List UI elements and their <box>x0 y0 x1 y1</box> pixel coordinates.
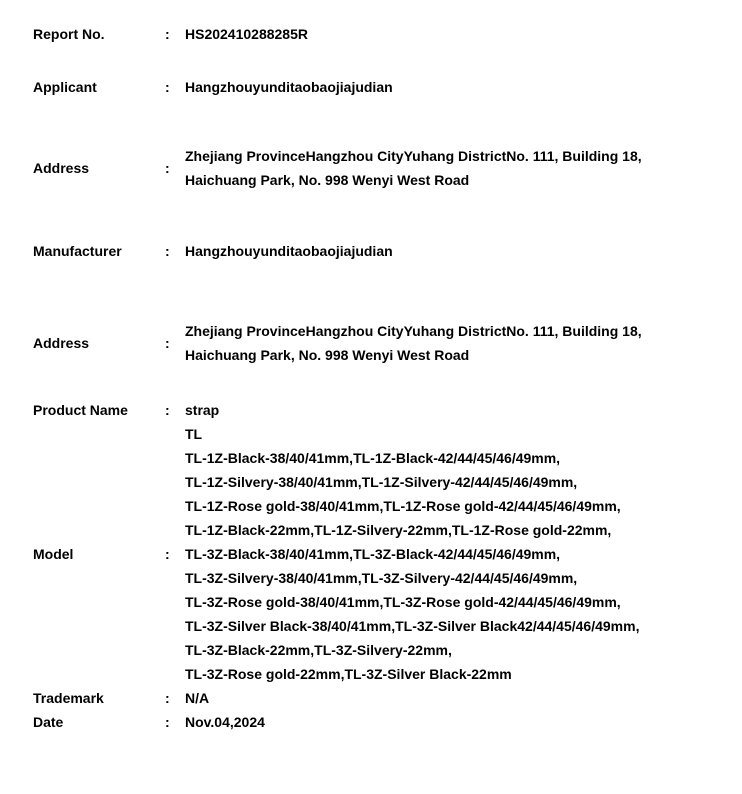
date-value: Nov.04,2024 <box>185 714 265 730</box>
colon-separator: : <box>165 243 170 259</box>
model-line: TL-1Z-Black-38/40/41mm,TL-1Z-Black-42/44/45/46/49mm, <box>185 450 561 466</box>
field-row-manufacturer <box>33 239 722 263</box>
applicant-address-label: Address <box>33 160 90 176</box>
manufacturer-value: Hangzhouyunditaobaojiajudian <box>185 243 393 259</box>
field-row-report-no <box>33 22 722 46</box>
product-name-value: strap <box>185 402 220 418</box>
model-value <box>185 422 722 686</box>
product-name-label: Product Name <box>33 402 128 418</box>
manufacturer-address-value <box>185 319 722 367</box>
address-line: Zhejiang ProvinceHangzhou CityYuhang DistrictNo. 111, Building 18, <box>185 148 642 164</box>
address-line: Haichuang Park, No. 998 Wenyi West Road <box>185 347 470 363</box>
model-line: TL-3Z-Rose gold-22mm,TL-3Z-Silver Black-22mm <box>185 666 512 682</box>
test-report-info-page <box>0 22 742 794</box>
applicant-address-value <box>185 144 722 192</box>
field-row-applicant <box>33 75 722 99</box>
trademark-value: N/A <box>185 690 210 706</box>
model-line: TL-3Z-Silver Black-38/40/41mm,TL-3Z-Silver Black42/44/45/46/49mm, <box>185 618 640 634</box>
trademark-label: Trademark <box>33 690 104 706</box>
report-no-label: Report No. <box>33 26 105 42</box>
colon-separator: : <box>165 335 170 351</box>
model-line: TL-3Z-Black-38/40/41mm,TL-3Z-Black-42/44/45/46/49mm, <box>185 546 561 562</box>
applicant-label: Applicant <box>33 79 97 95</box>
field-row-applicant-address <box>33 144 722 192</box>
colon-separator: : <box>165 160 170 176</box>
colon-separator: : <box>165 690 170 706</box>
report-no-value: HS202410288285R <box>185 26 308 42</box>
field-row-model <box>33 422 722 686</box>
colon-separator: : <box>165 402 170 418</box>
manufacturer-label: Manufacturer <box>33 243 122 259</box>
applicant-value: Hangzhouyunditaobaojiajudian <box>185 79 393 95</box>
colon-separator: : <box>165 714 170 730</box>
address-line: Haichuang Park, No. 998 Wenyi West Road <box>185 172 470 188</box>
field-row-product-name <box>33 398 722 422</box>
field-row-manufacturer-address <box>33 319 722 367</box>
model-line: TL-3Z-Black-22mm,TL-3Z-Silvery-22mm, <box>185 642 452 658</box>
model-line: TL-1Z-Rose gold-38/40/41mm,TL-1Z-Rose gold-42/44/45/46/49mm, <box>185 498 621 514</box>
field-row-trademark <box>33 686 722 710</box>
model-line: TL-3Z-Silvery-38/40/41mm,TL-3Z-Silvery-42/44/45/46/49mm, <box>185 570 578 586</box>
date-label: Date <box>33 714 64 730</box>
colon-separator: : <box>165 26 170 42</box>
model-label: Model <box>33 546 74 562</box>
manufacturer-address-label: Address <box>33 335 90 351</box>
model-line: TL-1Z-Black-22mm,TL-1Z-Silvery-22mm,TL-1Z-Rose gold-22mm, <box>185 522 612 538</box>
field-row-date <box>33 710 722 734</box>
model-line: TL-3Z-Rose gold-38/40/41mm,TL-3Z-Rose gold-42/44/45/46/49mm, <box>185 594 621 610</box>
address-line: Zhejiang ProvinceHangzhou CityYuhang DistrictNo. 111, Building 18, <box>185 323 642 339</box>
model-line: TL <box>185 426 203 442</box>
model-line: TL-1Z-Silvery-38/40/41mm,TL-1Z-Silvery-42/44/45/46/49mm, <box>185 474 578 490</box>
colon-separator: : <box>165 79 170 95</box>
colon-separator: : <box>165 546 170 562</box>
